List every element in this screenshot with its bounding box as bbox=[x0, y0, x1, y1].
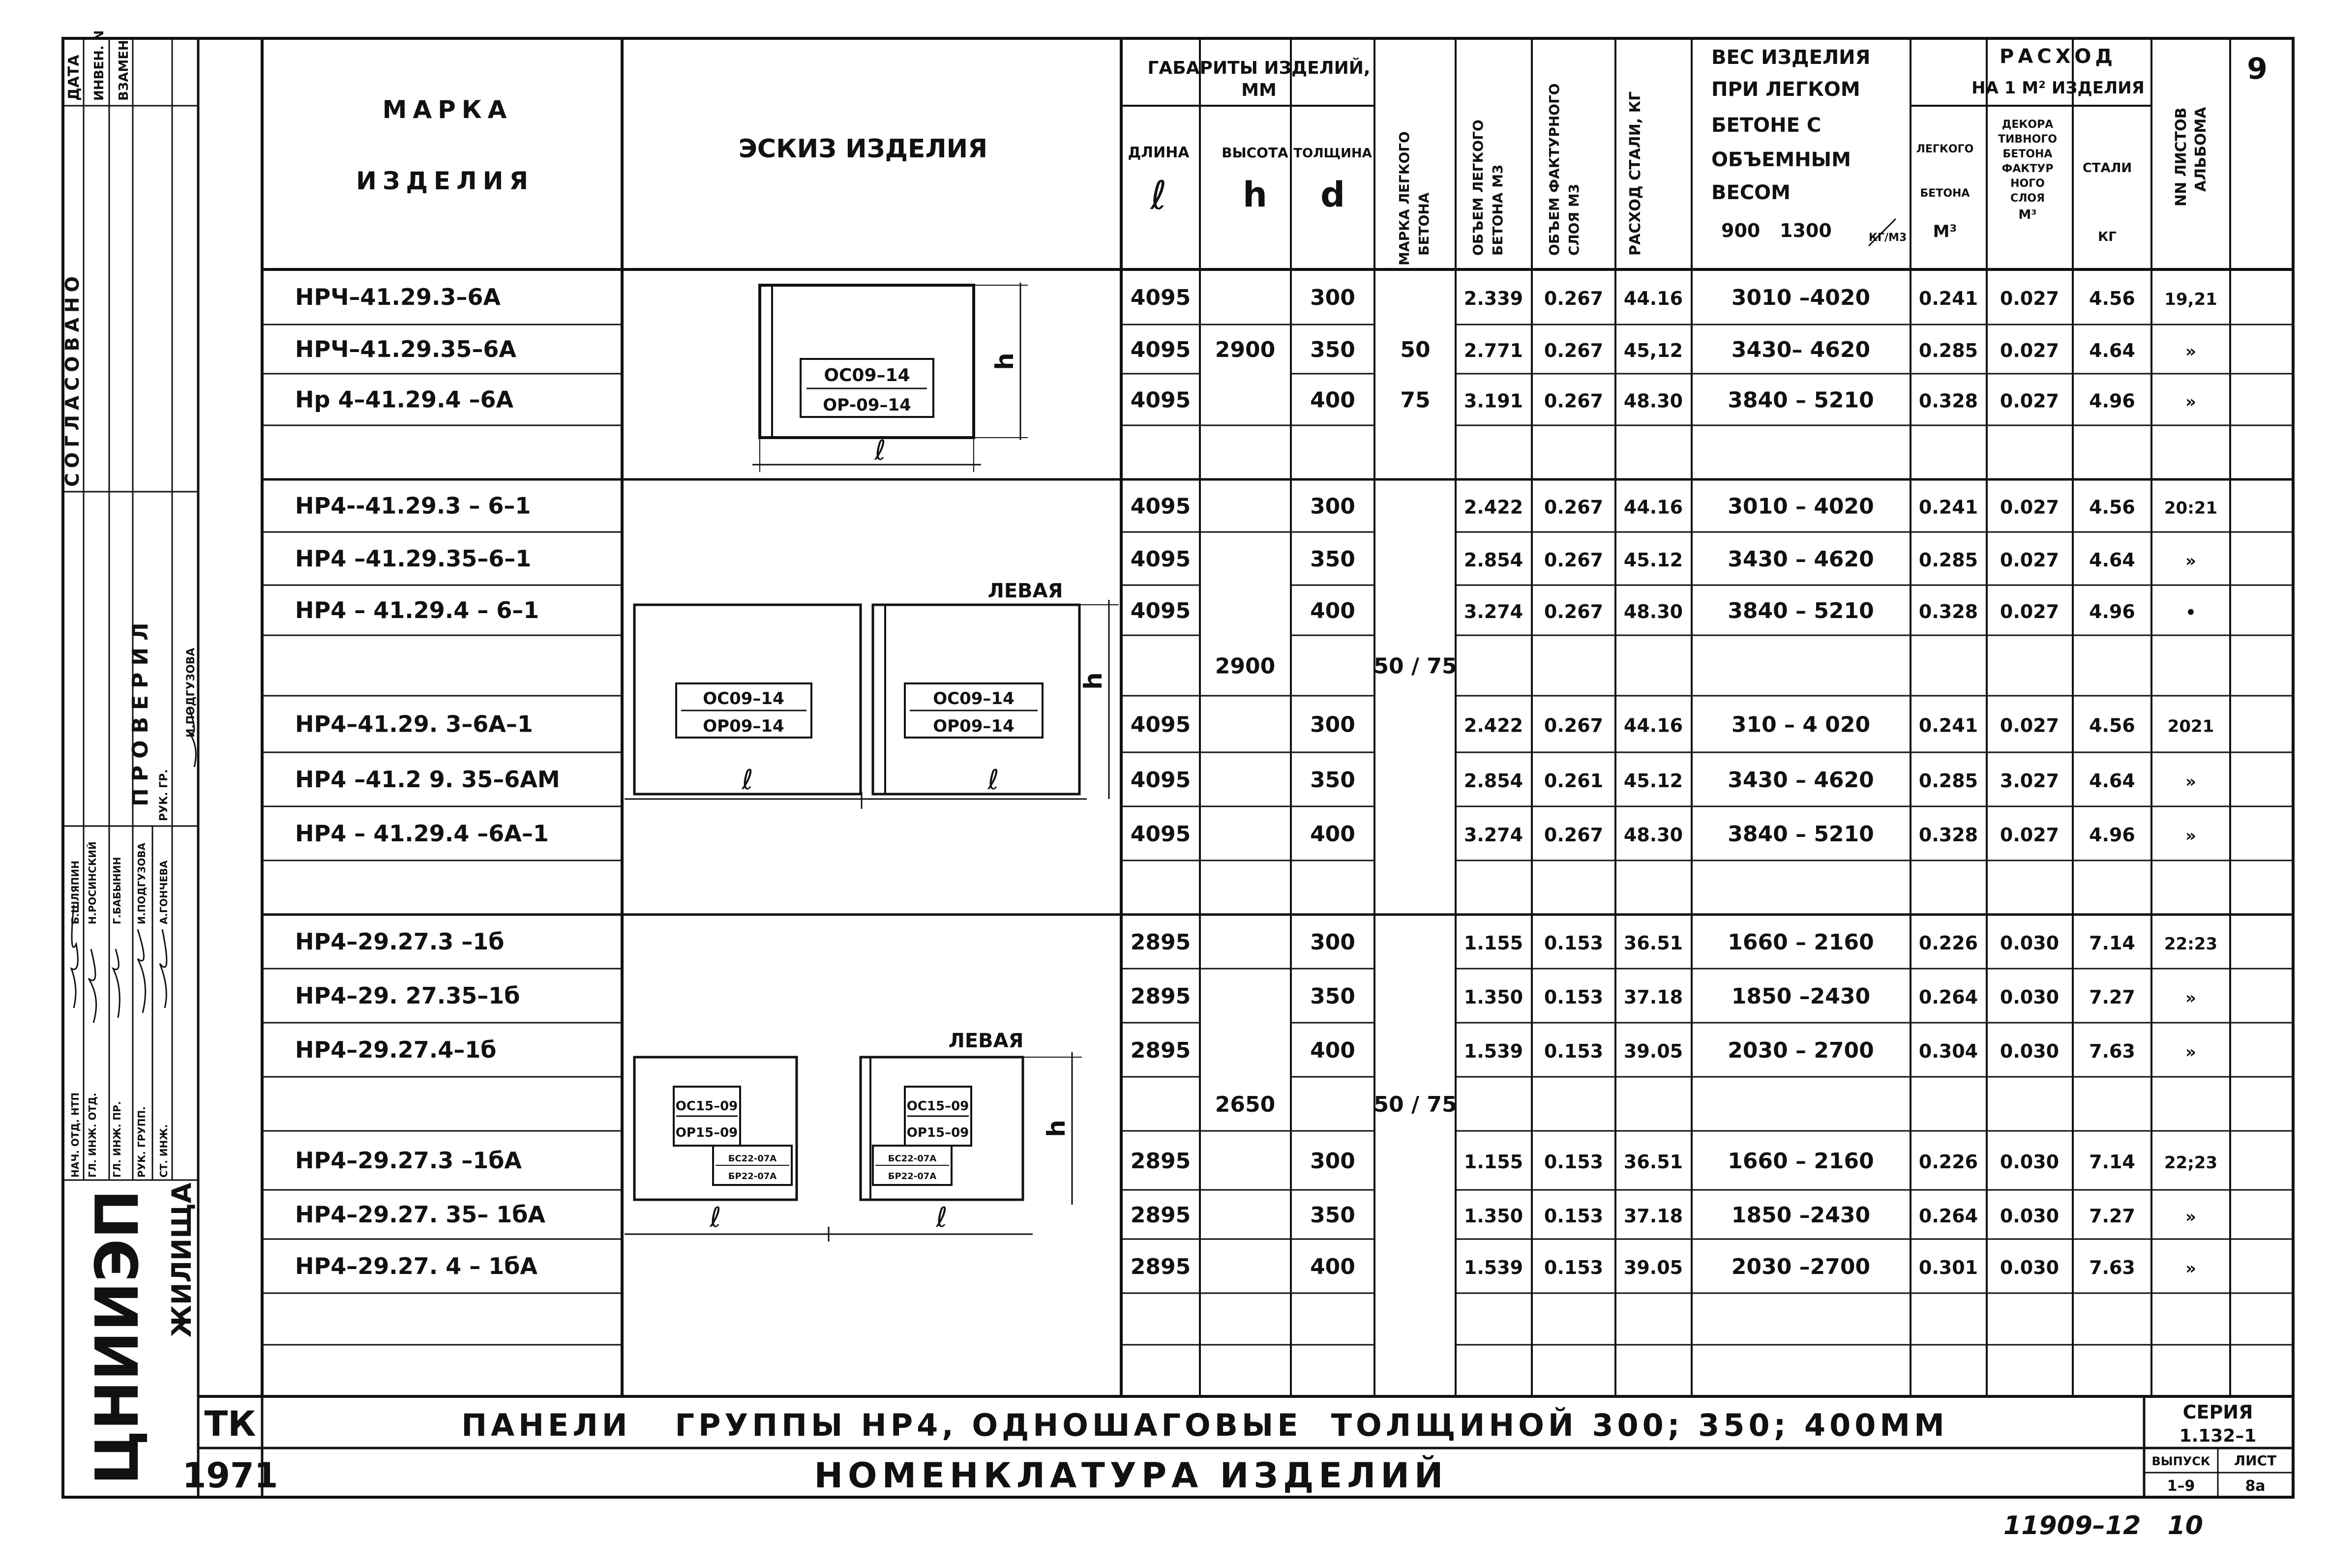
album-sheets-cell: » bbox=[2185, 551, 2196, 571]
album-sheets-cell: » bbox=[2185, 772, 2196, 792]
facing-volume-cell: 0.153 bbox=[1544, 1205, 1604, 1227]
concrete-grade-cell: 50 bbox=[1400, 337, 1431, 362]
thickness-cell: 400 bbox=[1310, 1254, 1355, 1279]
product-mark-cell: НРЧ–41.29.35–6А bbox=[295, 336, 516, 362]
album-sheets-header-2: АЛЬБОМА bbox=[2192, 107, 2210, 192]
thickness-cell: 350 bbox=[1310, 984, 1355, 1009]
per-m2-steel-cell: 4.56 bbox=[2089, 288, 2135, 309]
product-mark-cell: НР4–29.27. 35– 1бА bbox=[295, 1201, 545, 1228]
per-m2-decor-cell: 0.030 bbox=[2000, 1040, 2060, 1062]
sketch-panel-group-3 bbox=[625, 1030, 1082, 1242]
per-m2-steel-cell: 7.27 bbox=[2089, 1205, 2135, 1227]
album-sheets-cell: 2021 bbox=[2167, 716, 2214, 737]
facing-volume-cell: 0.153 bbox=[1544, 932, 1604, 954]
dimensions-header-1: ГАБАРИТЫ ИЗДЕЛИЙ, bbox=[1147, 58, 1371, 78]
weight-header-4: ОБЪЕМНЫМ bbox=[1711, 148, 1851, 171]
checked-label: ПРОВЕРИЛ bbox=[128, 616, 153, 806]
length-cell: 4095 bbox=[1130, 337, 1191, 362]
light-concrete-volume-cell: 3.274 bbox=[1463, 601, 1523, 622]
per-m2-steel-unit: КГ bbox=[2098, 230, 2117, 244]
product-mark-cell: НР4 –41.2 9. 35–6АМ bbox=[295, 766, 560, 793]
facing-volume-cell: 0.267 bbox=[1544, 288, 1604, 309]
length-cell: 4095 bbox=[1130, 285, 1191, 310]
facing-volume-cell: 0.267 bbox=[1544, 714, 1604, 737]
steel-consumption-cell: 44.16 bbox=[1623, 714, 1683, 737]
per-m2-decor-cell: 3.027 bbox=[2000, 770, 2060, 792]
length-cell: 2895 bbox=[1130, 1149, 1191, 1174]
weight-cell: 1850 –2430 bbox=[1731, 1203, 1871, 1228]
sheet-label: ЛИСТ bbox=[2234, 1452, 2277, 1469]
name-4: И.ПОДГУЗОВА bbox=[136, 843, 148, 924]
steel-consumption-cell: 36.51 bbox=[1623, 1151, 1683, 1173]
height-dimension-label: h bbox=[1079, 672, 1107, 690]
per-m2-decor-cell: 0.030 bbox=[2000, 1257, 2060, 1278]
steel-consumption-cell: 39.05 bbox=[1623, 1040, 1683, 1062]
per-m2-header-1: РАСХОД bbox=[1999, 45, 2117, 68]
thickness-cell: 400 bbox=[1310, 822, 1355, 847]
light-concrete-volume-cell: 1.539 bbox=[1463, 1257, 1523, 1278]
steel-consumption-cell: 37.18 bbox=[1623, 1205, 1683, 1227]
per-m2-decor-5: НОГО bbox=[2010, 178, 2045, 190]
per-m2-steel-cell: 4.96 bbox=[2089, 390, 2135, 412]
issue-value: 1–9 bbox=[2167, 1478, 2195, 1495]
left-window-mark-bottom: ОР09–14 bbox=[933, 716, 1015, 736]
window-mark-bottom: ОР-09–14 bbox=[823, 395, 911, 415]
weight-cell: 1660 – 2160 bbox=[1728, 1149, 1874, 1174]
thickness-cell: 400 bbox=[1310, 1038, 1355, 1063]
thickness-cell: 350 bbox=[1310, 1203, 1355, 1228]
weight-cell: 3840 – 5210 bbox=[1728, 598, 1874, 623]
per-m2-light-concrete-cell: 0.328 bbox=[1918, 824, 1978, 846]
weight-cell: 3430– 4620 bbox=[1731, 337, 1871, 362]
length-cell: 4095 bbox=[1130, 768, 1191, 793]
weight-cell: 3430 – 4620 bbox=[1728, 768, 1874, 793]
per-m2-steel-cell: 4.64 bbox=[2089, 770, 2135, 792]
album-sheets-cell: » bbox=[2185, 988, 2196, 1008]
checked-by-name: И.ПОДГУЗОВА bbox=[185, 648, 197, 738]
length-cell: 4095 bbox=[1130, 822, 1191, 847]
weight-cell: 2030 – 2700 bbox=[1728, 1038, 1874, 1063]
concrete-grade-cell: 50 / 75 bbox=[1374, 653, 1457, 679]
facing-volume-header-2: СЛОЯ М3 bbox=[1566, 183, 1582, 256]
light-concrete-volume-header-2: БЕТОНА М3 bbox=[1490, 164, 1506, 256]
thickness-cell: 350 bbox=[1310, 337, 1355, 362]
per-m2-steel-cell: 4.96 bbox=[2089, 824, 2135, 846]
light-concrete-volume-cell: 1.155 bbox=[1463, 1151, 1523, 1173]
per-m2-light-concrete-cell: 0.285 bbox=[1918, 770, 1978, 792]
replaces-label: ВЗАМЕН bbox=[117, 40, 131, 101]
thickness-cell: 350 bbox=[1310, 547, 1355, 572]
facing-volume-header-1: ОБЪЕМ ФАКТУРНОГО bbox=[1546, 83, 1562, 256]
window-mark-top: ОС09–14 bbox=[703, 689, 784, 709]
per-m2-decor-cell: 0.027 bbox=[2000, 288, 2060, 309]
per-m2-light-concrete-cell: 0.264 bbox=[1918, 986, 1978, 1008]
per-m2-decor-cell: 0.030 bbox=[2000, 1205, 2060, 1227]
left-title-strip bbox=[61, 30, 198, 1497]
left-window-mark-top: ОС09–14 bbox=[933, 689, 1015, 709]
table-header bbox=[356, 45, 2268, 266]
light-concrete-volume-cell: 3.274 bbox=[1463, 824, 1523, 846]
inventory-label: ИНВЕН. N bbox=[92, 30, 107, 101]
mark-header-2: ИЗДЕЛИЯ bbox=[356, 167, 534, 195]
thickness-cell: 300 bbox=[1310, 285, 1355, 310]
length-cell: 4095 bbox=[1130, 387, 1191, 413]
per-m2-decor-2: ТИВНОГО bbox=[1998, 133, 2058, 146]
weight-cell: 1850 –2430 bbox=[1731, 984, 1871, 1009]
per-m2-steel-cell: 7.63 bbox=[2089, 1040, 2135, 1062]
per-m2-light-header-1: ЛЕГКОГО bbox=[1916, 143, 1974, 155]
title-block bbox=[182, 1396, 2293, 1540]
album-sheets-cell: 22;23 bbox=[2164, 1153, 2218, 1173]
per-m2-steel-cell: 7.14 bbox=[2089, 932, 2135, 954]
sheet-subtitle: НОМЕНКЛАТУРА ИЗДЕЛИЙ bbox=[814, 1455, 1448, 1496]
steel-consumption-cell: 48.30 bbox=[1623, 601, 1683, 622]
per-m2-header-2: НА 1 М² ИЗДЕЛИЯ bbox=[1971, 78, 2145, 98]
per-m2-steel-cell: 7.63 bbox=[2089, 1257, 2135, 1278]
facing-volume-cell: 0.153 bbox=[1544, 986, 1604, 1008]
album-sheets-cell: » bbox=[2185, 392, 2196, 412]
left-variant-label: ЛЕВАЯ bbox=[948, 1030, 1024, 1052]
weight-cell: 3010 –4020 bbox=[1731, 285, 1871, 310]
weight-cell: 1660 – 2160 bbox=[1728, 930, 1874, 955]
weight-cell: 3840 – 5210 bbox=[1728, 387, 1874, 413]
per-m2-light-unit: М³ bbox=[1933, 222, 1957, 241]
length-cell: 2895 bbox=[1130, 930, 1191, 955]
length-dimension-label: ℓ bbox=[710, 1202, 721, 1234]
album-sheets-cell: » bbox=[2185, 342, 2196, 361]
name-2: Н.РОСИНСКИЙ bbox=[87, 841, 98, 924]
height-header: ВЫСОТА bbox=[1222, 145, 1288, 161]
per-m2-decor-cell: 0.027 bbox=[2000, 340, 2060, 361]
product-mark-cell: НР4–29.27.3 –1бА bbox=[295, 1147, 522, 1174]
weight-header-3: БЕТОНЕ С bbox=[1711, 114, 1821, 137]
product-mark-cell: НРЧ–41.29.3–6А bbox=[295, 284, 501, 310]
weight-header-1: ВЕС ИЗДЕЛИЯ bbox=[1711, 46, 1871, 69]
per-m2-steel-cell: 4.56 bbox=[2089, 496, 2135, 518]
series-label: СЕРИЯ bbox=[2182, 1401, 2253, 1423]
role-3: ГЛ. ИНЖ. ПР. bbox=[111, 1101, 123, 1178]
steel-consumption-cell: 45.12 bbox=[1623, 549, 1683, 571]
window-mark-bottom: ОР15–09 bbox=[675, 1125, 738, 1140]
steel-consumption-cell: 48.30 bbox=[1623, 390, 1683, 412]
per-m2-decor-cell: 0.030 bbox=[2000, 932, 2060, 954]
album-sheets-cell: 19,21 bbox=[2164, 290, 2217, 309]
album-sheets-cell: » bbox=[2185, 1042, 2196, 1062]
height-symbol: h bbox=[1243, 175, 1267, 215]
per-m2-decor-3: БЕТОНА bbox=[2002, 148, 2053, 160]
name-3: Г.БАБЫНИН bbox=[111, 857, 123, 924]
weight-cell: 3010 – 4020 bbox=[1728, 494, 1874, 519]
facing-volume-cell: 0.267 bbox=[1544, 824, 1604, 846]
left-length-dimension-label: ℓ bbox=[987, 764, 999, 796]
thickness-cell: 300 bbox=[1310, 930, 1355, 955]
light-concrete-volume-cell: 2.854 bbox=[1463, 770, 1523, 792]
height-cell: 2900 bbox=[1215, 653, 1276, 679]
length-dimension-label: ℓ bbox=[742, 764, 753, 796]
per-m2-light-header-2: БЕТОНА bbox=[1920, 187, 1970, 200]
album-sheets-cell: » bbox=[2185, 1207, 2196, 1227]
per-m2-steel-cell: 7.27 bbox=[2089, 986, 2135, 1008]
left-balcony-mark-bottom: БР22-07А bbox=[888, 1171, 937, 1182]
per-m2-steel-cell: 7.14 bbox=[2089, 1151, 2135, 1173]
concrete-grade-cell: 50 / 75 bbox=[1374, 1092, 1457, 1117]
album-sheets-cell: » bbox=[2185, 826, 2196, 846]
weight-cell: 3430 – 4620 bbox=[1728, 547, 1874, 572]
left-length-dimension-label: ℓ bbox=[936, 1202, 948, 1234]
concrete-grade-cell: 75 bbox=[1400, 387, 1431, 413]
role-1: НАЧ. ОТД. НТП bbox=[69, 1092, 81, 1178]
per-m2-decor-4: ФАКТУР bbox=[2001, 163, 2054, 175]
concrete-grade-header-2: БЕТОНА bbox=[1416, 192, 1432, 256]
window-mark-bottom: ОР09–14 bbox=[703, 716, 784, 736]
length-cell: 4095 bbox=[1130, 494, 1191, 519]
per-m2-decor-cell: 0.030 bbox=[2000, 1151, 2060, 1173]
role-2: ГЛ. ИНЖ. ОТД. bbox=[87, 1093, 98, 1178]
thickness-cell: 300 bbox=[1310, 712, 1355, 738]
product-mark-cell: НР4 – 41.29.4 –6А–1 bbox=[295, 820, 549, 847]
steel-consumption-cell: 37.18 bbox=[1623, 986, 1683, 1008]
facing-volume-cell: 0.267 bbox=[1544, 340, 1604, 361]
light-concrete-volume-cell: 2.422 bbox=[1463, 714, 1523, 737]
per-m2-light-concrete-cell: 0.285 bbox=[1918, 340, 1978, 361]
per-m2-decor-cell: 0.027 bbox=[2000, 549, 2060, 571]
length-cell: 2895 bbox=[1130, 1203, 1191, 1228]
steel-consumption-header: РАСХОД СТАЛИ, КГ bbox=[1627, 91, 1644, 256]
weight-header-5: ВЕСОМ bbox=[1711, 181, 1791, 204]
per-m2-light-concrete-cell: 0.328 bbox=[1918, 390, 1978, 412]
album-sheets-cell: 20:21 bbox=[2164, 498, 2218, 518]
weight-header-2: ПРИ ЛЕГКОМ bbox=[1711, 78, 1860, 101]
per-m2-decor-1: ДЕКОРА bbox=[2001, 118, 2054, 131]
per-m2-decor-cell: 0.027 bbox=[2000, 824, 2060, 846]
steel-consumption-cell: 44.16 bbox=[1623, 288, 1683, 309]
per-m2-light-concrete-cell: 0.226 bbox=[1918, 1151, 1978, 1173]
sketch-panel-group-2 bbox=[625, 580, 1119, 809]
light-concrete-volume-cell: 1.350 bbox=[1463, 1205, 1523, 1227]
org-logo-text: ЦНИИЭП bbox=[84, 1189, 152, 1485]
length-cell: 4095 bbox=[1130, 547, 1191, 572]
role-4: РУК. ГРУПП. bbox=[136, 1106, 148, 1178]
left-window-mark-bottom: ОР15–09 bbox=[906, 1125, 969, 1140]
thickness-cell: 300 bbox=[1310, 1149, 1355, 1174]
product-mark-cell: НР4 –41.29.35–6–1 bbox=[295, 545, 532, 572]
balcony-mark-bottom: БР22-07А bbox=[728, 1171, 777, 1182]
height-dimension-label: h bbox=[1042, 1120, 1071, 1137]
per-m2-decor-cell: 0.027 bbox=[2000, 714, 2060, 737]
per-m2-light-concrete-cell: 0.328 bbox=[1918, 601, 1978, 622]
year-label: 1971 bbox=[182, 1455, 278, 1496]
sheet-title: ПАНЕЛИ ГРУППЫ НР4, ОДНОШАГОВЫЕ ТОЛЩИНОЙ 300; 350; 400ММ bbox=[461, 1407, 1948, 1443]
steel-consumption-cell: 45,12 bbox=[1623, 340, 1683, 361]
product-mark-cell: НР4--41.29.3 – 6–1 bbox=[295, 492, 531, 519]
length-cell: 2895 bbox=[1130, 1254, 1191, 1279]
per-m2-light-concrete-cell: 0.264 bbox=[1918, 1205, 1978, 1227]
window-mark-top: ОС09–14 bbox=[824, 365, 910, 385]
thickness-header: ТОЛЩИНА bbox=[1293, 146, 1372, 161]
facing-volume-cell: 0.153 bbox=[1544, 1151, 1604, 1173]
length-header: ДЛИНА bbox=[1128, 144, 1190, 161]
org-housing-label: ЖИЛИЩА bbox=[166, 1183, 197, 1337]
left-variant-label: ЛЕВАЯ bbox=[987, 580, 1063, 602]
sheet-number: 9 bbox=[2247, 52, 2268, 86]
weight-cell: 3840 – 5210 bbox=[1728, 822, 1874, 847]
steel-consumption-cell: 36.51 bbox=[1623, 932, 1683, 954]
album-sheets-cell: 22:23 bbox=[2164, 934, 2218, 954]
thickness-cell: 350 bbox=[1310, 768, 1355, 793]
series-value: 1.132–1 bbox=[2179, 1426, 2257, 1446]
length-cell: 4095 bbox=[1130, 712, 1191, 738]
steel-consumption-cell: 44.16 bbox=[1623, 496, 1683, 518]
light-concrete-volume-cell: 2.854 bbox=[1463, 549, 1523, 571]
facing-volume-cell: 0.267 bbox=[1544, 496, 1604, 518]
light-concrete-volume-header-1: ОБЪЕМ ЛЕГКОГО bbox=[1470, 119, 1486, 256]
per-m2-light-concrete-cell: 0.304 bbox=[1918, 1040, 1978, 1062]
height-cell: 2650 bbox=[1215, 1092, 1276, 1117]
length-dimension-label: ℓ bbox=[874, 435, 886, 467]
steel-consumption-cell: 39.05 bbox=[1623, 1257, 1683, 1278]
name-1: Б.ШЛЯПИН bbox=[69, 860, 81, 924]
album-sheets-header-1: NN ЛИСТОВ bbox=[2173, 107, 2190, 207]
sketch-panel-group-1 bbox=[752, 283, 1028, 472]
table-rows bbox=[295, 284, 2217, 1279]
facing-volume-cell: 0.153 bbox=[1544, 1257, 1604, 1278]
concrete-grade-header-1: МАРКА ЛЕГКОГО bbox=[1396, 131, 1412, 266]
per-m2-steel-cell: 4.96 bbox=[2089, 601, 2135, 622]
window-mark-top: ОС15–09 bbox=[675, 1099, 738, 1114]
product-mark-cell: НР4–29.27. 4 – 1бА bbox=[295, 1253, 537, 1279]
dimensions-header-2: ММ bbox=[1241, 80, 1277, 100]
per-m2-decor-cell: 0.027 bbox=[2000, 390, 2060, 412]
light-concrete-volume-cell: 1.539 bbox=[1463, 1040, 1523, 1062]
date-label: ДАТА bbox=[65, 55, 83, 101]
facing-volume-cell: 0.261 bbox=[1544, 770, 1604, 792]
weight-cell: 310 – 4 020 bbox=[1731, 712, 1871, 738]
per-m2-light-concrete-cell: 0.241 bbox=[1918, 288, 1978, 309]
facing-volume-cell: 0.267 bbox=[1544, 601, 1604, 622]
per-m2-decor-unit: М³ bbox=[2018, 207, 2037, 222]
per-m2-steel-cell: 4.64 bbox=[2089, 549, 2135, 571]
light-concrete-volume-cell: 1.155 bbox=[1463, 932, 1523, 954]
sketch-header: ЭСКИЗ ИЗДЕЛИЯ bbox=[738, 134, 988, 164]
checked-group-lead: РУК. ГР. bbox=[158, 769, 170, 821]
album-sheets-cell: • bbox=[2185, 603, 2196, 622]
per-m2-decor-cell: 0.027 bbox=[2000, 601, 2060, 622]
thickness-cell: 400 bbox=[1310, 598, 1355, 623]
product-mark-cell: НР4–41.29. 3–6А–1 bbox=[295, 710, 533, 738]
light-concrete-volume-cell: 2.771 bbox=[1463, 340, 1523, 361]
steel-consumption-cell: 48.30 bbox=[1623, 824, 1683, 846]
light-concrete-volume-cell: 1.350 bbox=[1463, 986, 1523, 1008]
product-mark-cell: НР4 – 41.29.4 – 6–1 bbox=[295, 597, 539, 623]
balcony-mark-top: БС22-07А bbox=[728, 1154, 777, 1164]
per-m2-steel-cell: 4.56 bbox=[2089, 714, 2135, 737]
facing-volume-cell: 0.153 bbox=[1544, 1040, 1604, 1062]
length-cell: 2895 bbox=[1130, 984, 1191, 1009]
facing-volume-cell: 0.267 bbox=[1544, 390, 1604, 412]
per-m2-light-concrete-cell: 0.241 bbox=[1918, 714, 1978, 737]
weight-cell: 2030 –2700 bbox=[1731, 1254, 1871, 1279]
thickness-cell: 400 bbox=[1310, 387, 1355, 413]
per-m2-decor-cell: 0.030 bbox=[2000, 986, 2060, 1008]
per-m2-light-concrete-cell: 0.226 bbox=[1918, 932, 1978, 954]
length-cell: 4095 bbox=[1130, 598, 1191, 623]
left-window-mark-top: ОС15–09 bbox=[906, 1099, 969, 1114]
weight-density-values: 900 1300 bbox=[1721, 220, 1832, 241]
facing-volume-cell: 0.267 bbox=[1544, 549, 1604, 571]
name-5: А.ГОНЧЕВА bbox=[158, 860, 170, 924]
tk-label: ТК bbox=[204, 1404, 256, 1444]
weight-density-unit: КГ/М3 bbox=[1869, 232, 1907, 244]
height-dimension-label: h bbox=[990, 353, 1019, 370]
product-mark-cell: НР4–29.27.4–1б bbox=[295, 1036, 497, 1063]
product-mark-cell: НР4–29. 27.35–1б bbox=[295, 982, 520, 1009]
role-5: СТ. ИНЖ. bbox=[158, 1124, 170, 1178]
product-mark-cell: НР4–29.27.3 –1б bbox=[295, 928, 505, 955]
per-m2-steel-cell: 4.64 bbox=[2089, 340, 2135, 361]
light-concrete-volume-cell: 3.191 bbox=[1463, 390, 1523, 412]
per-m2-light-concrete-cell: 0.241 bbox=[1918, 496, 1978, 518]
archive-number: 11909–12 10 bbox=[2003, 1511, 2203, 1540]
album-sheets-cell: » bbox=[2185, 1259, 2196, 1278]
thickness-cell: 300 bbox=[1310, 494, 1355, 519]
per-m2-light-concrete-cell: 0.285 bbox=[1918, 549, 1978, 571]
per-m2-light-concrete-cell: 0.301 bbox=[1918, 1257, 1978, 1278]
per-m2-decor-cell: 0.027 bbox=[2000, 496, 2060, 518]
mark-header-1: МАРКА bbox=[382, 95, 513, 124]
agreed-label: СОГЛАСОВАНО bbox=[61, 271, 83, 487]
sheet-value: 8а bbox=[2245, 1478, 2266, 1495]
light-concrete-volume-cell: 2.339 bbox=[1463, 288, 1523, 309]
left-balcony-mark-top: БС22-07А bbox=[888, 1154, 937, 1164]
per-m2-steel-header: СТАЛИ bbox=[2082, 161, 2132, 176]
length-cell: 2895 bbox=[1130, 1038, 1191, 1063]
steel-consumption-cell: 45.12 bbox=[1623, 770, 1683, 792]
thickness-symbol: d bbox=[1320, 175, 1345, 215]
issue-label: ВЫПУСК bbox=[2151, 1454, 2210, 1468]
length-symbol: ℓ bbox=[1150, 173, 1167, 218]
product-mark-cell: Нр 4–41.29.4 –6А bbox=[295, 386, 514, 413]
height-cell: 2900 bbox=[1215, 337, 1276, 362]
per-m2-decor-6: СЛОЯ bbox=[2010, 192, 2045, 205]
light-concrete-volume-cell: 2.422 bbox=[1463, 496, 1523, 518]
